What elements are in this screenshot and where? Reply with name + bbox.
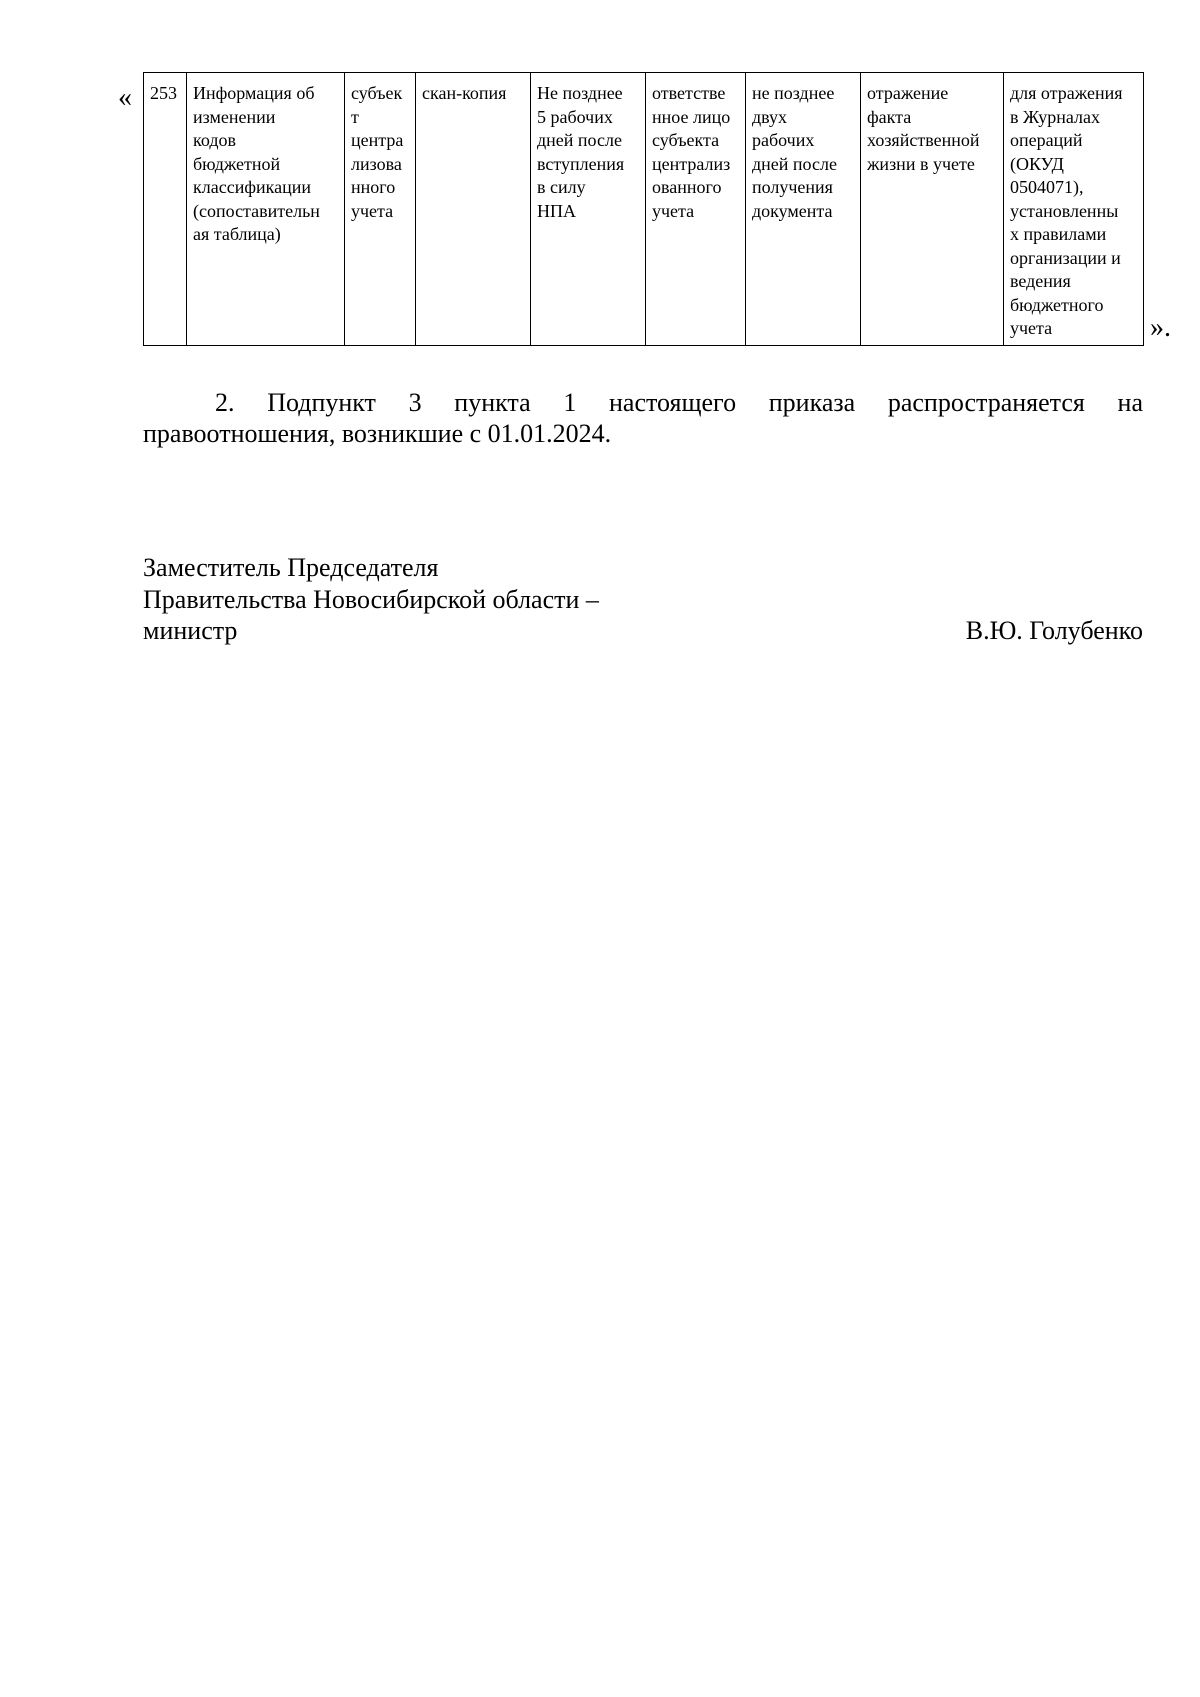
- purpose: отражение факта хозяйственной жизни в учете: [867, 83, 980, 174]
- processing-deadline-cell: [746, 73, 861, 346]
- document-name: Информация об изменении кодов бюджетной классификации (сопоставительн ая таблица): [193, 83, 320, 244]
- form: скан-копия: [422, 83, 507, 103]
- recipient-cell: [646, 73, 746, 346]
- signer-position-line-3: министр: [143, 616, 238, 645]
- signature-block: [143, 552, 1143, 647]
- creator-cell: [345, 73, 416, 346]
- amendment-table: [143, 72, 1144, 346]
- signer-position-line-1: Заместитель Председателя: [143, 553, 439, 582]
- usage-cell: [1004, 73, 1144, 346]
- signer-position-line-2: Правительства Новосибирской области –: [143, 584, 599, 614]
- row-number: 253: [150, 83, 177, 103]
- paragraph-line-1: 2. Подпункт 3 пункта 1 настоящего приказа распространяется на: [215, 388, 1143, 417]
- opening-quote: «: [118, 82, 132, 113]
- clause-2-paragraph: [143, 387, 1143, 449]
- table-row: [144, 73, 1144, 346]
- processing-deadline: не позднее двух рабочих дней после получения документа: [752, 83, 837, 221]
- document-name-cell: [187, 73, 345, 346]
- deadline: Не позднее 5 рабочих дней после вступления в силу НПА: [537, 83, 625, 221]
- usage: для отражения в Журналах операций (ОКУД 0504071), установленны х правилами организации и ведения бюджетного учета: [1010, 83, 1123, 338]
- row-number-cell: [144, 73, 187, 346]
- creator: субъек т центра лизова нного учета: [351, 83, 404, 221]
- signer-row: [143, 615, 1143, 647]
- recipient: ответстве нное лицо субъекта централиз ованного учета: [652, 83, 731, 221]
- purpose-cell: [861, 73, 1004, 346]
- signer-name: В.Ю. Голубенко: [965, 616, 1143, 645]
- form-cell: [416, 73, 531, 346]
- paragraph-line-2: правоотношения, возникшие с 01.01.2024.: [143, 419, 612, 448]
- deadline-cell: [531, 73, 646, 346]
- closing-quote: ».: [1150, 312, 1171, 343]
